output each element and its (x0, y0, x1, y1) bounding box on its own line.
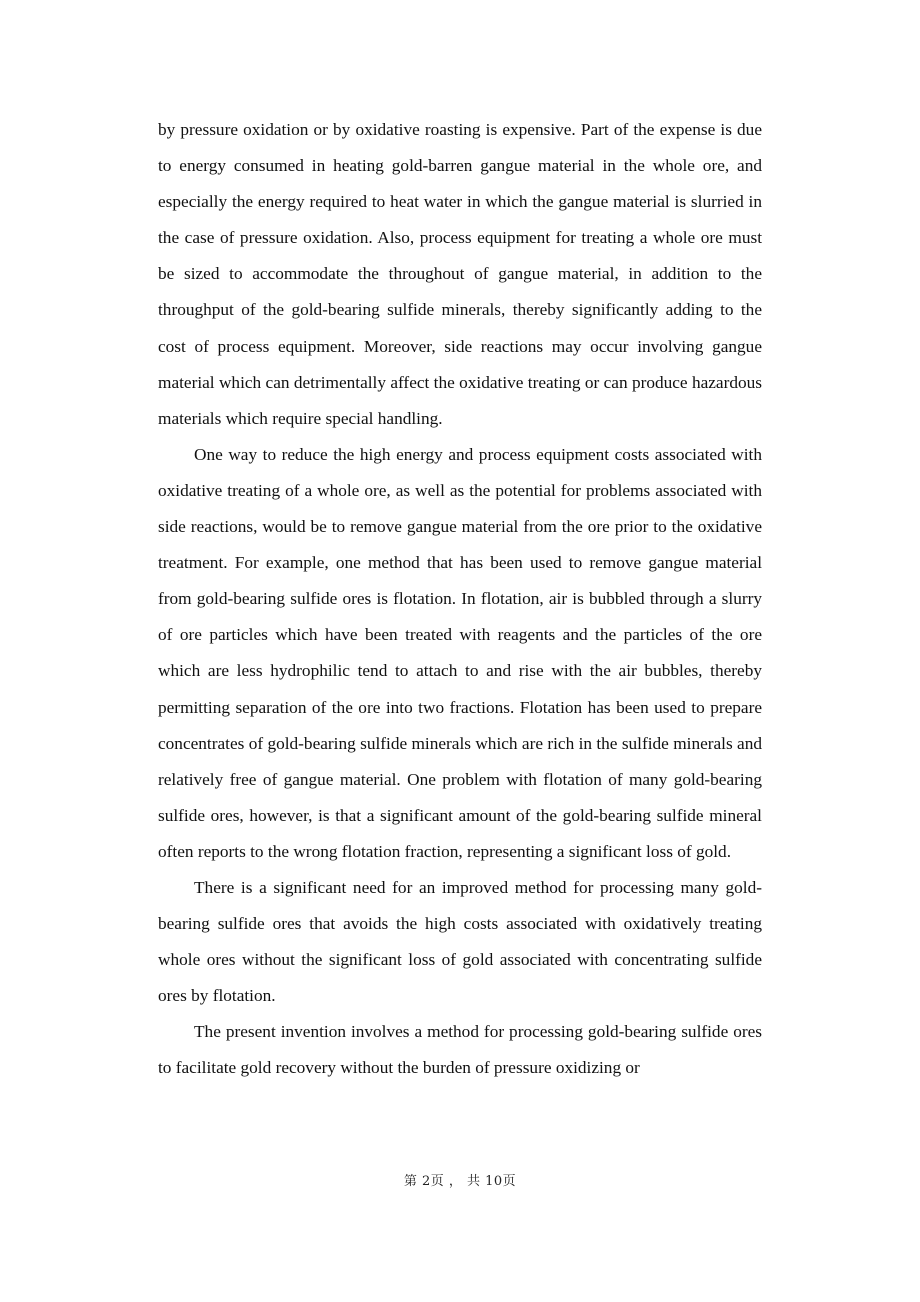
paragraph-1: by pressure oxidation or by oxidative roasting is expensive. Part of the expense is due to energy consumed in heating gold-barren gangue material in the whole ore, and especially the energy required to heat water in which the gangue material is slurried in the case of pressure oxidation. Also, process equipment for treating a whole ore must be sized to accommodate the throughout of gangue material, in addition to the throughput of the gold-bearing sulfide minerals, thereby significantly adding to the cost of process equipment. Moreover, side reactions may occur involving gangue material which can detrimentally affect the oxidative treating or can produce hazardous materials which require special handling. (158, 120, 762, 428)
paragraph-4: The present invention involves a method for processing gold-bearing sulfide ores to facilitate gold recovery without the burden of pressure oxidizing or (158, 1022, 762, 1078)
page-number-footer: 第 2页 ， 共 10页 (403, 1174, 517, 1189)
body-text (158, 112, 762, 1087)
paragraph-3: There is a significant need for an improved method for processing many gold-bearing sulfide ores that avoids the high costs associated with oxidatively treating whole ores without the significant loss of gold associated with concentrating sulfide ores by flotation. (158, 877, 762, 1006)
paragraph-2: One way to reduce the high energy and process equipment costs associated with oxidative treating of a whole ore, as well as the potential for problems associated with side reactions, would be to remove gangue material from the ore prior to the oxidative treatment. For example, one method that has been used to remove gangue material from gold-bearing sulfide ores is flotation. In flotation, air is bubbled through a slurry of ore particles which have been treated with reagents and the particles of the ore which are less hydrophilic tend to attach to and rise with the air bubbles, thereby permitting separation of the ore into two fractions. Flotation has been used to prepare concentrates of gold-bearing sulfide minerals which are rich in the sulfide minerals and relatively free of gangue material. One problem with flotation of many gold-bearing sulfide ores, however, is that a significant amount of the gold-bearing sulfide mineral often reports to the wrong flotation fraction, representing a significant loss of gold. (158, 444, 762, 861)
